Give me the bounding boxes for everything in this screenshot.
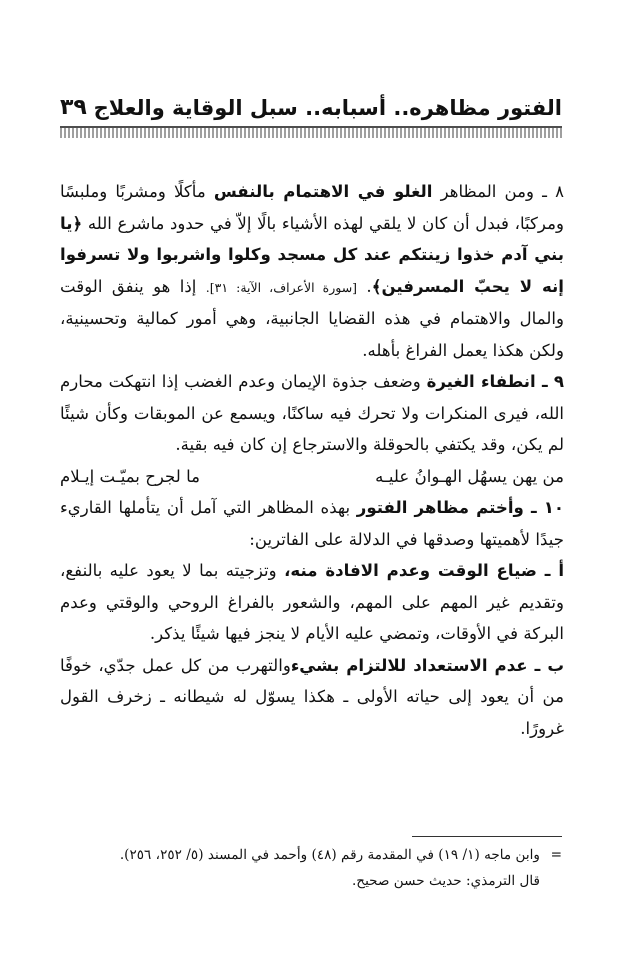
footnote-text-1: وابن ماجه (١/ ١٩) في المقدمة رقم (٤٨) وأحمد في المسند (٥/ ٢٥٢، ٢٥٦). [119, 847, 540, 863]
poem-line [60, 461, 564, 493]
page-number: ٣٩ [60, 95, 87, 120]
paragraph-8: ٨ ـ ومن المظاهر الغلو في الاهتمام بالنفس مأكلًا ومشربًا وملبسًا ومركبًا، فبدل أن كان لا يلقي لهذه الأشياء بالًا إلاّ في حدود ماشرع الله ﴿يا بني آدم خذوا زينتكم عند كل مسجد وكلوا واشربوا ولا تسرفوا إنه لا يحبّ المسرفين﴾. [سورة الأعراف، الآية: ٣١]. إذا هو ينفق الوقت والمال والاهتمام في هذه القضايا الجانبية، وهي أمور كمالية وتحسينية، ولكن هكذا يعمل الفراغ بأهله. [60, 182, 565, 360]
header-title: الفتور مظاهره.. أسبابه.. سبل الوقاية والعلاج [93, 96, 562, 120]
paragraph-9-text: وضعف جذوة الإيمان وعدم الغضب إذا انتهكت محارم الله، فيرى المنكرات ولا تحرك فيه ساكنًا، ويسمع عن الموبقات وكأن شيئًا لم يكن، وقد يكتفي بالحوقلة والاسترجاع إن كان فيه بقية. [60, 372, 564, 454]
paragraph-b-text: والتهرب من كل عمل جدّي، خوفًا من أن يعود إلى حياته الأولى ـ هكذا يسوّل له شيطانه ـ زخرف القول غرورًا. [60, 655, 564, 738]
paragraph-8-heading: الغلو في الاهتمام بالنفس [213, 182, 433, 201]
running-header [60, 88, 562, 120]
paragraph-a [60, 555, 564, 650]
footnote-line-1 [80, 842, 562, 868]
paragraph-a-text: وتزجيته بما لا يعود عليه بالنفع، وتقديم غير المهم على المهم، والشعور بالفراغ الروحي والوقتي وعدم البركة في الأوقات، وتمضي عليه الأيام لا ينجز فيها شيئًا يذكر. [60, 561, 564, 643]
poem-hemistich-2: ما لجرح بميّـت إيـلام [60, 466, 201, 486]
paragraph-10-heading: ١٠ ـ وأختم مظاهر الفتور [356, 498, 564, 517]
paragraph-9 [60, 366, 564, 461]
paragraph-9-heading: ٩ ـ انطفاء الغيرة [426, 372, 565, 391]
paragraph-a-heading: أ ـ ضياع الوقت وعدم الافادة منه، [284, 561, 565, 580]
poem-hemistich-1: من يهن يسهُل الهـوانُ عليـه [375, 466, 564, 486]
paragraph-b-heading: ب ـ عدم الاستعداد للالتزام بشيء [290, 655, 564, 675]
paragraph-8-text-a: مأكلًا ومشربًا وملبسًا ومركبًا، فبدل أن كان لا يلقي لهذه الأشياء بالًا إلاّ في حدود ماشرع الله [60, 182, 564, 233]
paragraph-b [60, 650, 564, 745]
quran-verse: ﴿يا بني آدم خذوا زينتكم عند كل مسجد وكلوا واشربوا ولا تسرفوا إنه لا يحبّ المسرفين﴾ [60, 213, 564, 296]
verse-citation: [سورة الأعراف، الآية: ٣١]. [205, 279, 358, 295]
main-text [60, 176, 564, 744]
paragraph-8-text-b: إذا هو ينفق الوقت والمال والاهتمام في هذه القضايا الجانبية، وهي أمور كمالية وتحسينية، ولكن هكذا يعمل الفراغ بأهله. [60, 276, 564, 360]
footnote-continuation-marker: = [550, 847, 562, 863]
header-divider [60, 126, 562, 138]
footnote-line-2 [80, 868, 562, 894]
footnotes [80, 842, 562, 894]
paragraph-10-text: بهذه المظاهر التي آمل أن يتأملها القاريء جيدًا لأهميتها وصدقها في الدلالة على الفاترين: [60, 498, 564, 549]
footnote-text-2: قال الترمذي: حديث حسن صحيح. [351, 873, 540, 889]
paragraph-8-intro: ٨ ـ ومن المظاهر [440, 182, 565, 201]
footnote-divider [412, 836, 562, 837]
paragraph-10 [60, 492, 564, 555]
